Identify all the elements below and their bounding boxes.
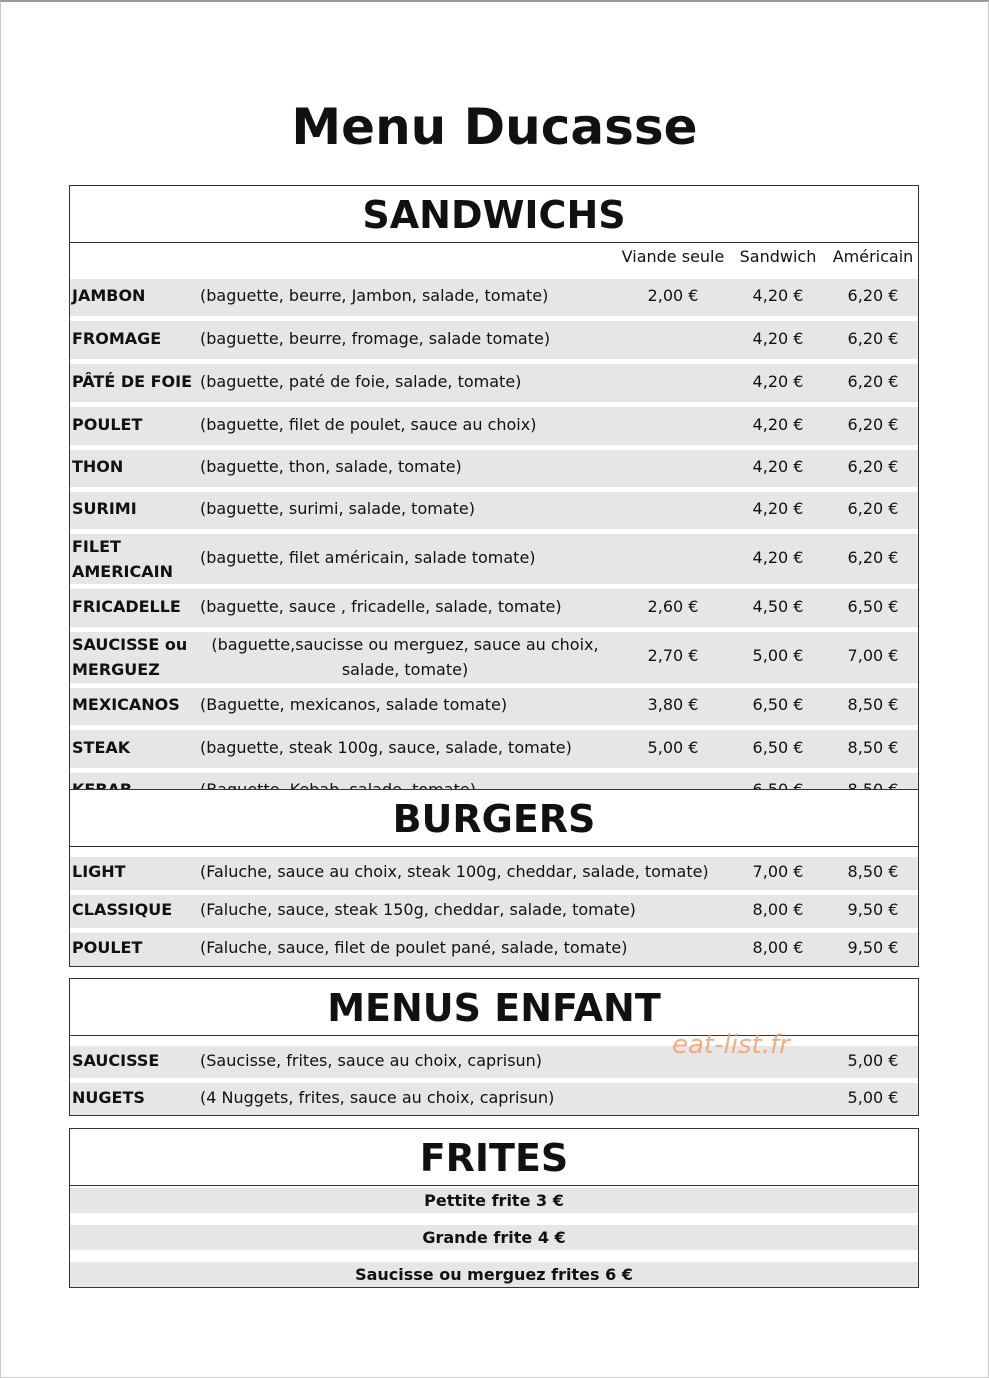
frites-item: Grande frite 4 €	[70, 1225, 918, 1250]
price-column-headers	[70, 243, 918, 279]
item-description: (baguette,saucisse ou merguez, sauce au choix, salade, tomate)	[211, 635, 599, 679]
price-sandwich: 4,20 €	[752, 547, 804, 567]
table-row	[70, 933, 918, 966]
item-name: MEXICANOS	[72, 695, 180, 714]
price-viande-seule: 2,70 €	[647, 646, 699, 665]
frites-list	[70, 1188, 918, 1287]
item-name: PÂTÉ DE FOIE	[72, 371, 193, 391]
item-description: (baguette, filet américain, salade tomate)	[200, 547, 536, 567]
price-americain: 6,20 €	[847, 328, 899, 348]
table-row	[70, 857, 918, 890]
item-description: (Faluche, sauce, steak 150g, cheddar, salade, tomate)	[200, 900, 636, 919]
item-description: (baguette, thon, salade, tomate)	[200, 457, 462, 476]
item-description: (baguette, beurre, fromage, salade tomate)	[200, 328, 551, 348]
item-name: NUGETS	[72, 1088, 145, 1107]
price-americain: 8,50 €	[847, 737, 899, 757]
item-description: (baguette, surimi, salade, tomate)	[200, 499, 475, 518]
item-name: THON	[72, 457, 124, 476]
price-viande-seule: 2,00 €	[647, 286, 699, 305]
table-row	[70, 730, 918, 773]
price-americain: 6,20 €	[847, 414, 899, 434]
enfant-section	[69, 978, 919, 1116]
table-row	[70, 534, 918, 589]
watermark: eat-list.fr	[672, 1030, 790, 1060]
item-description: (baguette, filet de poulet, sauce au choix)	[200, 414, 537, 434]
price-menu: 9,50 €	[847, 938, 899, 957]
price-sandwich: 6,50 €	[752, 737, 804, 757]
table-row	[70, 407, 918, 450]
menu-title: Menu Ducasse	[291, 98, 698, 156]
item-name: FILET AMERICAIN	[72, 537, 173, 581]
price-americain: 6,20 €	[847, 371, 899, 391]
item-description: (baguette, steak 100g, sauce, salade, tomate)	[200, 737, 572, 757]
item-price: 5,00 €	[847, 1088, 899, 1107]
price-single: 7,00 €	[752, 862, 804, 881]
price-americain: 8,50 €	[847, 695, 899, 714]
price-single: 8,00 €	[752, 938, 804, 957]
item-description: (Faluche, sauce, filet de poulet pané, salade, tomate)	[200, 938, 628, 957]
item-name: FRICADELLE	[72, 596, 181, 616]
price-americain: 6,50 €	[847, 596, 899, 616]
price-sandwich: 4,20 €	[752, 286, 804, 305]
price-viande-seule: 3,80 €	[647, 695, 699, 714]
frites-heading: FRITES	[70, 1129, 918, 1186]
price-americain: 6,20 €	[847, 499, 899, 518]
table-row	[70, 632, 918, 688]
sandwichs-heading: SANDWICHS	[70, 186, 918, 243]
item-description: (baguette, sauce , fricadelle, salade, tomate)	[200, 596, 562, 616]
price-menu: 9,50 €	[847, 900, 899, 919]
sandwichs-section	[69, 185, 919, 811]
price-sandwich: 4,20 €	[752, 457, 804, 476]
price-americain: 6,20 €	[847, 547, 899, 567]
price-sandwich: 4,50 €	[752, 596, 804, 616]
frites-item: Saucisse ou merguez frites 6 €	[70, 1262, 918, 1287]
col-viande-seule: Viande seule	[621, 247, 725, 266]
burgers-section	[69, 789, 919, 967]
col-sandwich: Sandwich	[739, 247, 817, 266]
table-row	[70, 1083, 918, 1115]
item-description: (Saucisse, frites, sauce au choix, caprisun)	[200, 1051, 543, 1070]
item-description: (baguette, paté de foie, salade, tomate)	[200, 371, 522, 391]
table-row	[70, 321, 918, 364]
item-name: SURIMI	[72, 499, 137, 518]
price-viande-seule: 2,60 €	[647, 596, 699, 616]
item-description: (Faluche, sauce au choix, steak 100g, cheddar, salade, tomate)	[200, 862, 709, 881]
frites-item: Pettite frite 3 €	[70, 1188, 918, 1213]
item-name: FROMAGE	[72, 328, 162, 348]
table-row	[70, 492, 918, 534]
item-description: (Baguette, mexicanos, salade tomate)	[200, 695, 508, 714]
price-sandwich: 6,50 €	[752, 695, 804, 714]
item-name: STEAK	[72, 737, 131, 757]
price-viande-seule: 5,00 €	[647, 737, 699, 757]
price-sandwich: 4,20 €	[752, 414, 804, 434]
table-row	[70, 279, 918, 321]
table-row	[70, 1046, 918, 1078]
price-americain: 7,00 €	[847, 646, 899, 665]
price-sandwich: 5,00 €	[752, 646, 804, 665]
enfant-heading: MENUS ENFANT	[70, 979, 918, 1036]
table-row	[70, 895, 918, 928]
price-sandwich: 4,20 €	[752, 371, 804, 391]
item-name: CLASSIQUE	[72, 900, 173, 919]
item-description: (4 Nuggets, frites, sauce au choix, caprisun)	[200, 1088, 555, 1107]
price-sandwich: 4,20 €	[752, 499, 804, 518]
item-name: LIGHT	[72, 862, 126, 881]
item-description: (baguette, beurre, Jambon, salade, tomate)	[200, 286, 549, 305]
frites-section	[69, 1128, 919, 1288]
price-americain: 6,20 €	[847, 286, 899, 305]
item-name: POULET	[72, 938, 143, 957]
price-americain: 6,20 €	[847, 457, 899, 476]
sandwichs-list	[70, 279, 918, 810]
item-name: SAUCISSE	[72, 1051, 160, 1070]
price-single: 8,00 €	[752, 900, 804, 919]
price-menu: 8,50 €	[847, 862, 899, 881]
item-name: SAUCISSE ou MERGUEZ	[72, 635, 188, 679]
enfant-list	[70, 1046, 918, 1115]
item-price: 5,00 €	[847, 1051, 899, 1070]
table-row	[70, 364, 918, 407]
item-name: POULET	[72, 414, 143, 434]
table-row	[70, 450, 918, 492]
item-name: JAMBON	[72, 286, 146, 305]
price-sandwich: 4,20 €	[752, 328, 804, 348]
burgers-heading: BURGERS	[70, 790, 918, 847]
burgers-list	[70, 857, 918, 966]
col-americain: Américain	[832, 247, 914, 266]
table-row	[70, 589, 918, 632]
table-row	[70, 688, 918, 730]
